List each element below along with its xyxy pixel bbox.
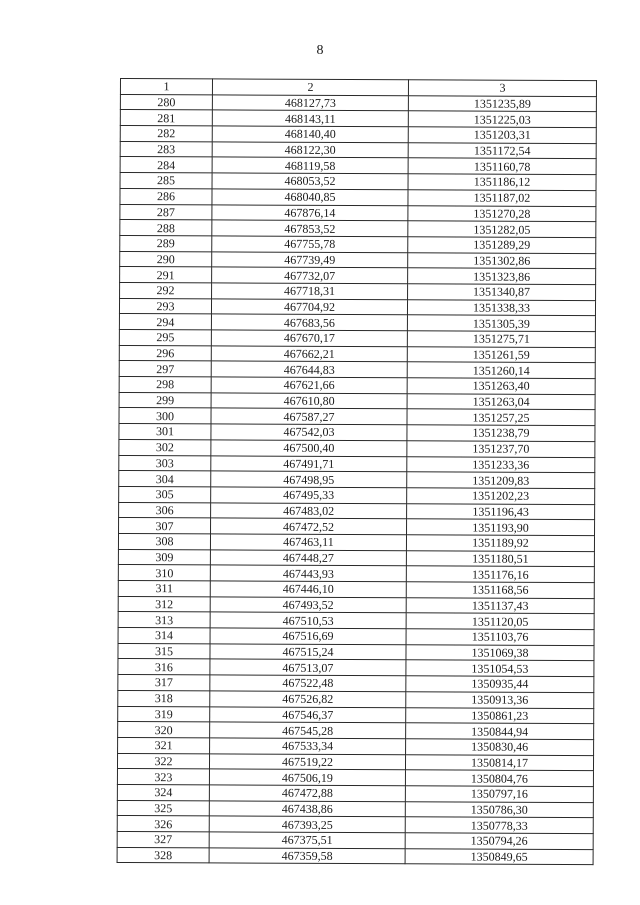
cell-point-number: 309 bbox=[118, 549, 210, 565]
cell-y-coordinate: 1351340,87 bbox=[408, 284, 596, 301]
cell-x-coordinate: 468119,58 bbox=[212, 157, 408, 174]
cell-x-coordinate: 467526,82 bbox=[210, 691, 406, 708]
cell-x-coordinate: 467519,22 bbox=[209, 753, 405, 770]
cell-point-number: 320 bbox=[118, 722, 210, 738]
cell-y-coordinate: 1351270,28 bbox=[408, 205, 596, 222]
cell-point-number: 305 bbox=[119, 486, 211, 502]
cell-point-number: 306 bbox=[119, 502, 211, 518]
cell-y-coordinate: 1351120,05 bbox=[406, 613, 594, 630]
cell-y-coordinate: 1350786,30 bbox=[405, 801, 593, 818]
cell-point-number: 327 bbox=[117, 831, 209, 847]
cell-point-number: 283 bbox=[120, 141, 212, 157]
cell-x-coordinate: 467510,53 bbox=[210, 612, 406, 629]
cell-y-coordinate: 1351176,16 bbox=[406, 566, 594, 583]
cell-point-number: 318 bbox=[118, 690, 210, 706]
header-cell-x: 2 bbox=[212, 79, 408, 96]
cell-y-coordinate: 1351305,39 bbox=[407, 315, 595, 332]
cell-point-number: 298 bbox=[119, 377, 211, 393]
cell-x-coordinate: 467739,49 bbox=[212, 251, 408, 268]
cell-x-coordinate: 467516,69 bbox=[210, 628, 406, 645]
cell-point-number: 295 bbox=[119, 329, 211, 345]
cell-x-coordinate: 467876,14 bbox=[212, 204, 408, 221]
page-number: 8 bbox=[316, 43, 324, 58]
cell-x-coordinate: 467545,28 bbox=[210, 722, 406, 739]
cell-x-coordinate: 467546,37 bbox=[210, 706, 406, 723]
cell-x-coordinate: 467621,66 bbox=[211, 377, 407, 394]
cell-point-number: 282 bbox=[120, 126, 212, 142]
cell-y-coordinate: 1351233,36 bbox=[407, 456, 595, 473]
cell-x-coordinate: 467493,52 bbox=[210, 597, 406, 614]
cell-y-coordinate: 1351160,78 bbox=[408, 158, 596, 175]
table-row bbox=[117, 847, 593, 865]
cell-y-coordinate: 1351261,59 bbox=[407, 346, 595, 363]
cell-y-coordinate: 1351302,86 bbox=[408, 252, 596, 269]
cell-x-coordinate: 467853,52 bbox=[212, 220, 408, 237]
cell-x-coordinate: 467463,11 bbox=[210, 534, 406, 551]
cell-point-number: 294 bbox=[119, 314, 211, 330]
cell-x-coordinate: 467670,17 bbox=[211, 330, 407, 347]
cell-x-coordinate: 467359,58 bbox=[209, 848, 405, 865]
cell-x-coordinate: 467393,25 bbox=[209, 816, 405, 833]
cell-point-number: 311 bbox=[118, 580, 210, 596]
cell-x-coordinate: 467500,40 bbox=[211, 440, 407, 457]
cell-y-coordinate: 1350804,76 bbox=[405, 770, 593, 787]
cell-point-number: 322 bbox=[117, 753, 209, 769]
cell-y-coordinate: 1350861,23 bbox=[406, 707, 594, 724]
cell-y-coordinate: 1351263,40 bbox=[407, 378, 595, 395]
cell-point-number: 321 bbox=[118, 737, 210, 753]
cell-point-number: 297 bbox=[119, 361, 211, 377]
cell-y-coordinate: 1350830,46 bbox=[406, 739, 594, 756]
cell-point-number: 288 bbox=[120, 220, 212, 236]
cell-x-coordinate: 468053,52 bbox=[212, 173, 408, 190]
cell-x-coordinate: 467472,88 bbox=[209, 785, 405, 802]
cell-point-number: 323 bbox=[117, 769, 209, 785]
cell-point-number: 286 bbox=[120, 188, 212, 204]
cell-y-coordinate: 1351187,02 bbox=[408, 190, 596, 207]
cell-y-coordinate: 1350935,44 bbox=[406, 676, 594, 693]
cell-point-number: 291 bbox=[120, 267, 212, 283]
cell-y-coordinate: 1351054,53 bbox=[406, 660, 594, 677]
cell-y-coordinate: 1351235,89 bbox=[408, 95, 596, 112]
cell-point-number: 328 bbox=[117, 847, 209, 863]
cell-point-number: 316 bbox=[118, 659, 210, 675]
cell-x-coordinate: 467533,34 bbox=[210, 738, 406, 755]
cell-x-coordinate: 467491,71 bbox=[211, 455, 407, 472]
cell-x-coordinate: 467732,07 bbox=[212, 267, 408, 284]
cell-x-coordinate: 467515,24 bbox=[210, 644, 406, 661]
cell-y-coordinate: 1351196,43 bbox=[407, 503, 595, 520]
cell-y-coordinate: 1350849,65 bbox=[405, 848, 593, 865]
cell-point-number: 300 bbox=[119, 408, 211, 424]
cell-x-coordinate: 468143,11 bbox=[212, 110, 408, 127]
coordinates-table bbox=[117, 78, 597, 865]
cell-y-coordinate: 1351180,51 bbox=[406, 550, 594, 567]
cell-y-coordinate: 1351103,76 bbox=[406, 629, 594, 646]
cell-x-coordinate: 467755,78 bbox=[212, 236, 408, 253]
cell-point-number: 319 bbox=[118, 706, 210, 722]
cell-y-coordinate: 1351168,56 bbox=[406, 582, 594, 599]
table-body bbox=[117, 94, 596, 865]
cell-y-coordinate: 1351260,14 bbox=[407, 362, 595, 379]
cell-y-coordinate: 1351275,71 bbox=[407, 331, 595, 348]
cell-y-coordinate: 1351203,31 bbox=[408, 127, 596, 144]
cell-point-number: 315 bbox=[118, 643, 210, 659]
cell-x-coordinate: 467446,10 bbox=[210, 581, 406, 598]
cell-point-number: 287 bbox=[120, 204, 212, 220]
cell-point-number: 281 bbox=[120, 110, 212, 126]
cell-x-coordinate: 467438,86 bbox=[209, 801, 405, 818]
cell-x-coordinate: 467718,31 bbox=[212, 283, 408, 300]
cell-point-number: 301 bbox=[119, 424, 211, 440]
cell-y-coordinate: 1350913,36 bbox=[406, 692, 594, 709]
cell-point-number: 292 bbox=[120, 282, 212, 298]
cell-y-coordinate: 1351189,92 bbox=[406, 535, 594, 552]
cell-x-coordinate: 467542,03 bbox=[211, 424, 407, 441]
cell-x-coordinate: 467522,48 bbox=[210, 675, 406, 692]
cell-point-number: 314 bbox=[118, 628, 210, 644]
cell-y-coordinate: 1351172,54 bbox=[408, 143, 596, 160]
cell-x-coordinate: 467443,93 bbox=[210, 565, 406, 582]
cell-x-coordinate: 467472,52 bbox=[211, 518, 407, 535]
cell-y-coordinate: 1350794,26 bbox=[405, 833, 593, 850]
cell-y-coordinate: 1351237,70 bbox=[407, 441, 595, 458]
cell-y-coordinate: 1351193,90 bbox=[407, 519, 595, 536]
cell-x-coordinate: 467483,02 bbox=[211, 502, 407, 519]
cell-point-number: 324 bbox=[117, 784, 209, 800]
cell-x-coordinate: 467662,21 bbox=[211, 346, 407, 363]
cell-y-coordinate: 1351186,12 bbox=[408, 174, 596, 191]
cell-x-coordinate: 467506,19 bbox=[209, 769, 405, 786]
cell-y-coordinate: 1351137,43 bbox=[406, 597, 594, 614]
cell-y-coordinate: 1351338,33 bbox=[407, 299, 595, 316]
cell-x-coordinate: 467498,95 bbox=[211, 471, 407, 488]
cell-x-coordinate: 468040,85 bbox=[212, 189, 408, 206]
cell-x-coordinate: 468127,73 bbox=[212, 95, 408, 112]
cell-y-coordinate: 1351263,04 bbox=[407, 394, 595, 411]
cell-x-coordinate: 467448,27 bbox=[210, 550, 406, 567]
header-cell-point-number: 1 bbox=[120, 79, 212, 95]
cell-point-number: 308 bbox=[118, 533, 210, 549]
cell-point-number: 325 bbox=[117, 800, 209, 816]
header-cell-y: 3 bbox=[408, 80, 596, 97]
cell-y-coordinate: 1351069,38 bbox=[406, 645, 594, 662]
cell-x-coordinate: 468140,40 bbox=[212, 126, 408, 143]
cell-point-number: 284 bbox=[120, 157, 212, 173]
cell-x-coordinate: 467495,33 bbox=[211, 487, 407, 504]
cell-point-number: 280 bbox=[120, 94, 212, 110]
cell-point-number: 310 bbox=[118, 565, 210, 581]
cell-y-coordinate: 1351323,86 bbox=[408, 268, 596, 285]
cell-y-coordinate: 1350797,16 bbox=[405, 786, 593, 803]
cell-x-coordinate: 467610,80 bbox=[211, 393, 407, 410]
cell-x-coordinate: 467683,56 bbox=[211, 314, 407, 331]
cell-point-number: 303 bbox=[119, 455, 211, 471]
cell-y-coordinate: 1351225,03 bbox=[408, 111, 596, 128]
cell-y-coordinate: 1351257,25 bbox=[407, 409, 595, 426]
cell-y-coordinate: 1351238,79 bbox=[407, 425, 595, 442]
cell-x-coordinate: 468122,30 bbox=[212, 142, 408, 159]
cell-x-coordinate: 467587,27 bbox=[211, 408, 407, 425]
cell-point-number: 317 bbox=[118, 675, 210, 691]
cell-y-coordinate: 1350778,33 bbox=[405, 817, 593, 834]
cell-y-coordinate: 1351209,83 bbox=[407, 472, 595, 489]
cell-y-coordinate: 1351282,05 bbox=[408, 221, 596, 238]
cell-point-number: 302 bbox=[119, 439, 211, 455]
cell-point-number: 307 bbox=[119, 518, 211, 534]
cell-point-number: 326 bbox=[117, 816, 209, 832]
cell-point-number: 313 bbox=[118, 612, 210, 628]
cell-point-number: 290 bbox=[120, 251, 212, 267]
cell-y-coordinate: 1350814,17 bbox=[405, 754, 593, 771]
cell-x-coordinate: 467704,92 bbox=[211, 299, 407, 316]
cell-point-number: 299 bbox=[119, 392, 211, 408]
cell-y-coordinate: 1351202,23 bbox=[407, 488, 595, 505]
cell-point-number: 312 bbox=[118, 596, 210, 612]
cell-x-coordinate: 467375,51 bbox=[209, 832, 405, 849]
cell-y-coordinate: 1351289,29 bbox=[408, 237, 596, 254]
cell-point-number: 304 bbox=[119, 471, 211, 487]
cell-x-coordinate: 467644,83 bbox=[211, 361, 407, 378]
cell-point-number: 296 bbox=[119, 345, 211, 361]
cell-y-coordinate: 1350844,94 bbox=[406, 723, 594, 740]
cell-x-coordinate: 467513,07 bbox=[210, 659, 406, 676]
cell-point-number: 293 bbox=[119, 298, 211, 314]
cell-point-number: 285 bbox=[120, 173, 212, 189]
cell-point-number: 289 bbox=[120, 235, 212, 251]
